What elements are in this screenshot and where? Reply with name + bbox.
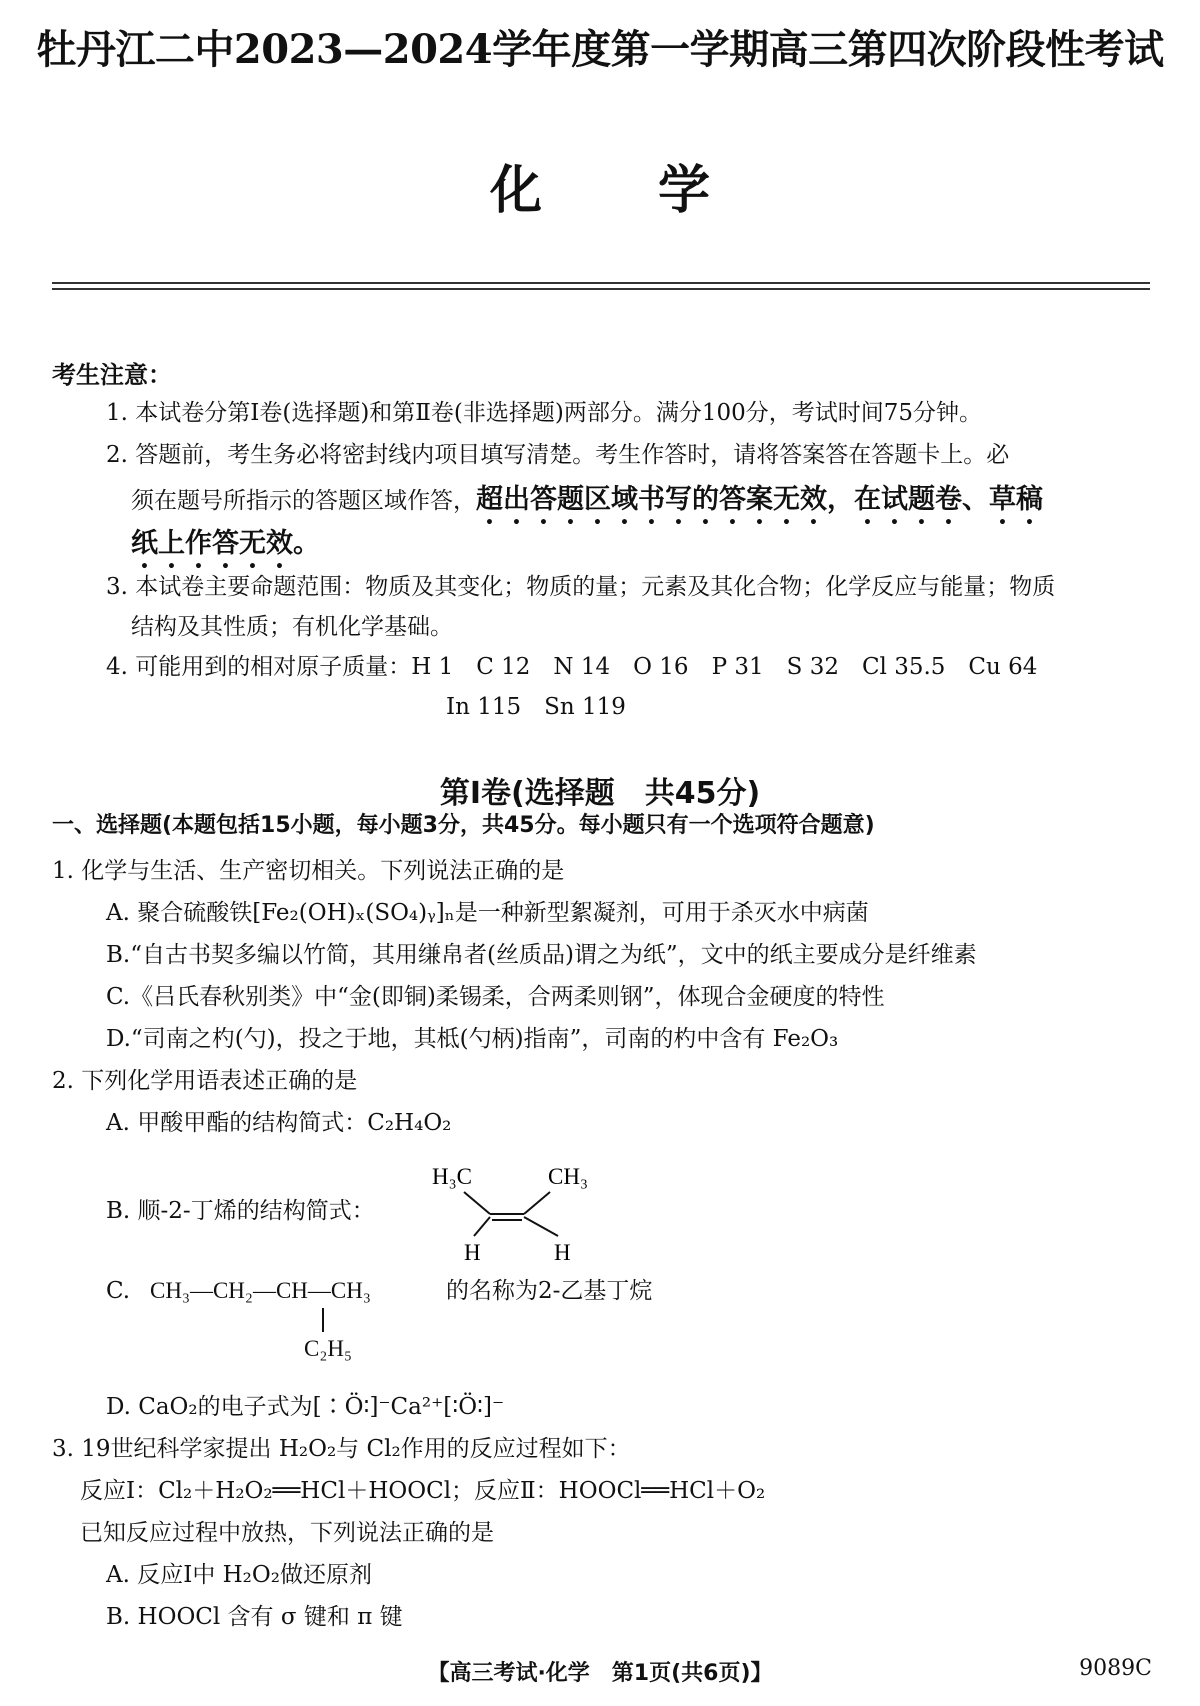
- notice-item-2-emphasis-2: 纸上作答无效。: [131, 528, 320, 559]
- struct-top-left: H₃C: [432, 1164, 472, 1189]
- q2-option-c-branch: C₂H₅: [304, 1336, 352, 1361]
- page-footer: 【高三考试·化学 第1页(共6页)】: [427, 1661, 773, 1686]
- q3-stem: 3. 19世纪科学家提出 H₂O₂与 Cl₂作用的反应过程如下：: [52, 1436, 631, 1462]
- q2-option-c-chain: CH₃—CH₂—CH—CH₃: [150, 1278, 371, 1303]
- q1-option-d: D.“司南之杓(勺)，投之于地，其柢(勺柄)指南”，司南的杓中含有 Fe₂O₃: [106, 1026, 839, 1052]
- q2-option-c-suffix: 的名称为2-乙基丁烷: [446, 1278, 653, 1304]
- notice-item-2-line-3: [131, 528, 320, 575]
- notice-item-3-line-1: 3. 本试卷主要命题范围：物质及其变化；物质的量；元素及其化合物；化学反应与能量；物质: [106, 574, 1056, 600]
- notice-heading: 考生注意：: [52, 361, 172, 389]
- notice-item-1: 1. 本试卷分第Ⅰ卷(选择题)和第Ⅱ卷(非选择题)两部分。满分100分，考试时间75分钟。: [106, 400, 983, 426]
- subject-char-1: 化: [489, 161, 542, 221]
- q1-option-b: B.“自古书契多编以竹简，其用缣帛者(丝质品)谓之为纸”，文中的纸主要成分是纤维素: [106, 942, 977, 968]
- q3-context: 已知反应过程中放热，下列说法正确的是: [80, 1520, 494, 1546]
- header-rule-bottom: [52, 288, 1150, 290]
- q2-option-a: A. 甲酸甲酯的结构简式：C₂H₄O₂: [106, 1110, 452, 1136]
- section-subtitle: 一、选择题(本题包括15小题，每小题3分，共45分。每小题只有一个选项符合题意): [52, 813, 875, 838]
- cis-2-butene-structure: [430, 1160, 610, 1270]
- q2-option-c-branch-bond: [322, 1308, 324, 1332]
- q1-stem: 1. 化学与生活、生产密切相关。下列说法正确的是: [52, 858, 565, 884]
- section-title: 第Ⅰ卷(选择题 共45分): [439, 776, 761, 811]
- subject-title: [0, 148, 1200, 223]
- header-rule-top: [52, 282, 1150, 284]
- q1-option-c: C.《吕氏春秋别类》中“金(即铜)柔锡柔，合两柔则钢”，体现合金硬度的特性: [106, 984, 885, 1010]
- notice-item-2-emphasis: 超出答题区域书写的答案无效，在试题卷、草稿: [476, 484, 1043, 515]
- q3-option-a: A. 反应Ⅰ中 H₂O₂做还原剂: [106, 1562, 372, 1588]
- notice-item-4-line-1: 4. 可能用到的相对原子质量：H 1 C 12 N 14 O 16 P 31 S 32 Cl 35.5 Cu 64: [106, 654, 1038, 680]
- q1-option-a: A. 聚合硫酸铁[Fe₂(OH)ₓ(SO₄)ᵧ]ₙ是一种新型絮凝剂，可用于杀灭水中病菌: [106, 900, 869, 926]
- q3-reactions: 反应Ⅰ：Cl₂＋H₂O₂══HCl＋HOOCl；反应Ⅱ：HOOCl══HCl＋O₂: [80, 1478, 766, 1504]
- struct-bottom-left: H: [464, 1240, 481, 1265]
- notice-item-4-line-2: In 115 Sn 119: [446, 694, 626, 720]
- exam-title: 牡丹江二中2023—2024学年度第一学期高三第四次阶段性考试: [36, 26, 1164, 73]
- q2-option-c-label: C.: [106, 1278, 131, 1304]
- q2-option-d: D. CaO₂的电子式为[∶Ö∶]⁻Ca²⁺[∶Ö∶]⁻: [106, 1394, 505, 1420]
- subject-char-2: 学: [658, 161, 711, 221]
- notice-item-2-line-2: [131, 484, 1043, 531]
- exam-code: 9089C: [1079, 1656, 1152, 1681]
- notice-item-2-plain: 须在题号所指示的答题区域作答，: [131, 488, 476, 514]
- struct-bottom-right: H: [554, 1240, 571, 1265]
- notice-item-2-line-1: 2. 答题前，考生务必将密封线内项目填写清楚。考生作答时，请将答案答在答题卡上。必: [106, 442, 1010, 468]
- notice-item-3-line-2: 结构及其性质；有机化学基础。: [131, 614, 453, 640]
- q2-stem: 2. 下列化学用语表述正确的是: [52, 1068, 358, 1094]
- struct-top-right: CH₃: [548, 1164, 588, 1189]
- q3-option-b: B. HOOCl 含有 σ 键和 π 键: [106, 1604, 403, 1630]
- q2-option-b: B. 顺-2-丁烯的结构简式：: [106, 1198, 375, 1224]
